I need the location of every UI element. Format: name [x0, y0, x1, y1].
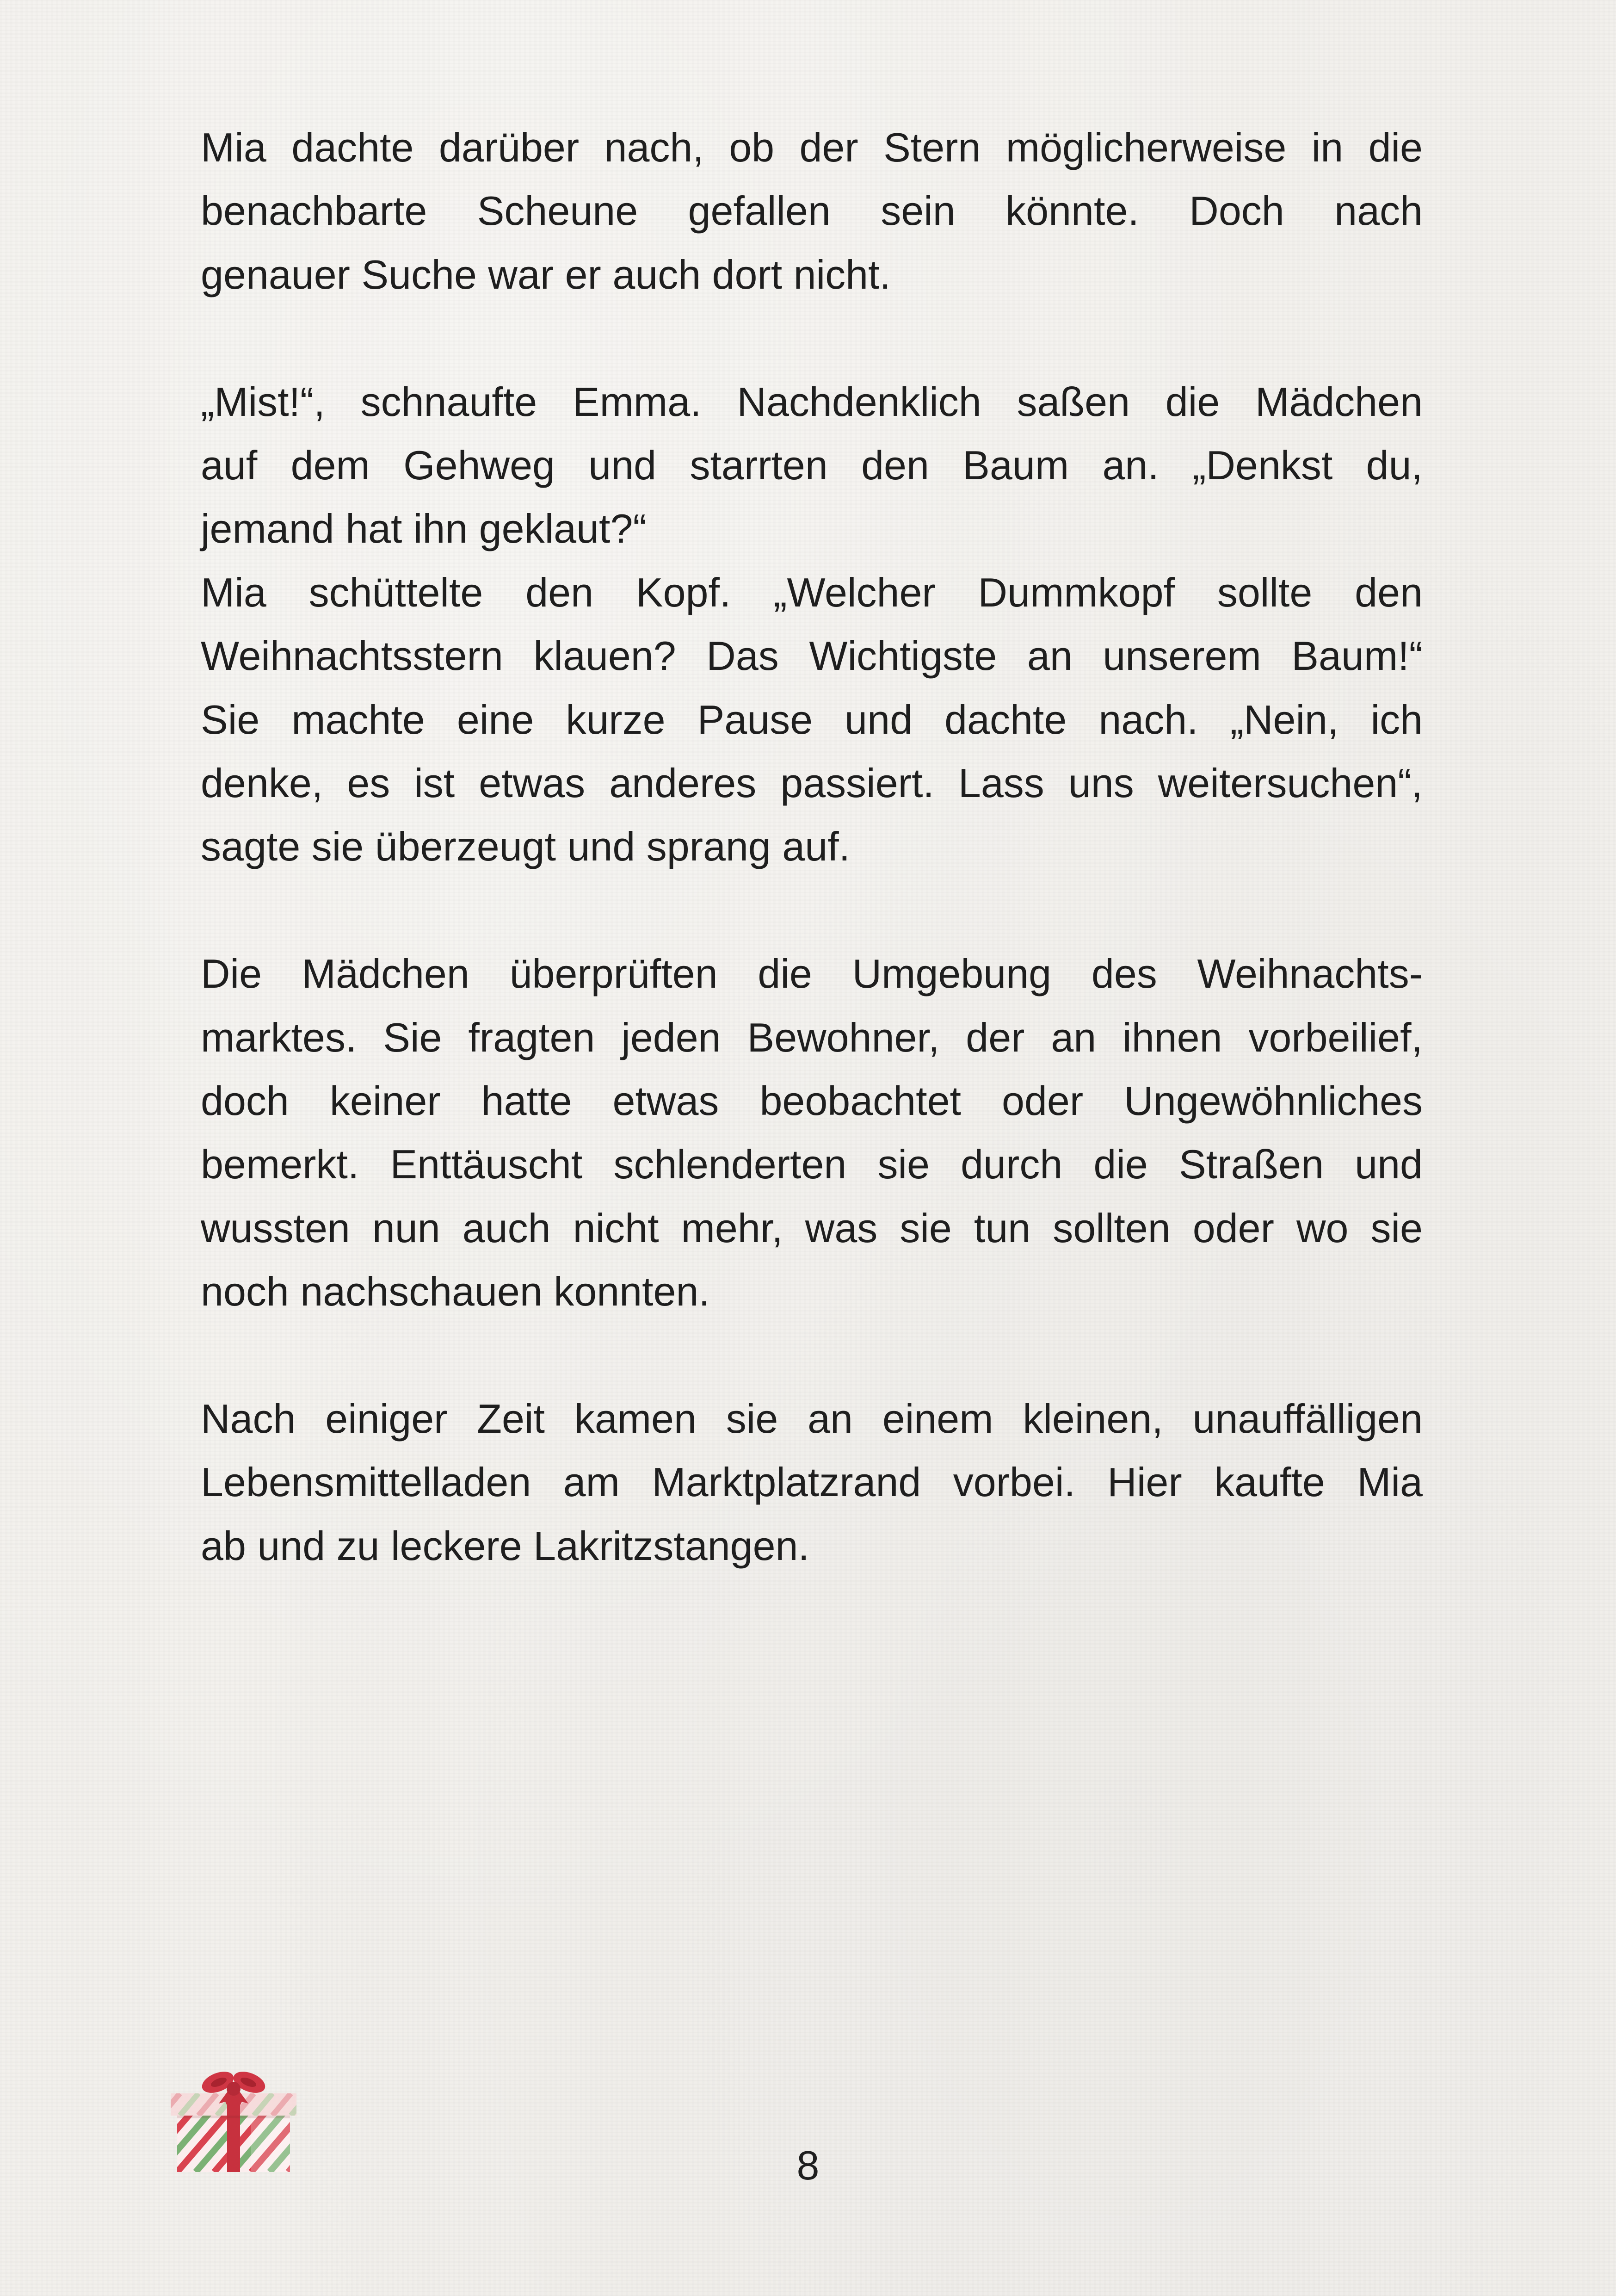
text-line: doch keiner hatte etwas beobachtet oder Ungewöhnliches — [201, 1078, 1423, 1124]
text-line: marktes. Sie fragten jeden Bewohner, der an ihnen vorbeilief, — [201, 1014, 1423, 1060]
text-line: jemand hat ihn geklaut?“ — [201, 506, 647, 552]
text-line: Nach einiger Zeit kamen sie an einem kleinen, unauffälligen — [201, 1396, 1423, 1442]
text-line: Die Mädchen überprüften die Umgebung des Weihnachts- — [201, 951, 1423, 997]
gift-lid — [164, 2093, 303, 2116]
text-line: auf dem Gehweg und starrten den Baum an. „Denkst du, — [201, 442, 1423, 489]
story-text — [201, 116, 1423, 1641]
page-number: 8 — [796, 2142, 820, 2188]
text-line: ab und zu leckere Lakritzstangen. — [201, 1522, 809, 1569]
text-line: bemerkt. Enttäuscht schlenderten sie durch die Straßen und — [201, 1141, 1423, 1188]
text-line: Sie machte eine kurze Pause und dachte nach. „Nein, ich — [201, 696, 1423, 743]
text-line: Mia dachte darüber nach, ob der Stern möglicherweise in die — [201, 124, 1423, 170]
story-paragraph — [201, 1387, 1423, 1578]
text-line: „Mist!“, schnaufte Emma. Nachdenklich saßen die Mädchen — [201, 378, 1423, 425]
text-line: denke, es ist etwas anderes passiert. Lass uns weitersuchen“, — [201, 760, 1423, 806]
text-line: benachbarte Scheune gefallen sein könnte. Doch nach — [201, 188, 1423, 234]
text-line: genauer Suche war er auch dort nicht. — [201, 251, 891, 297]
text-line: noch nachschauen konnten. — [201, 1269, 710, 1315]
story-paragraph — [201, 942, 1423, 1323]
text-line: Weihnachtsstern klauen? Das Wichtigste an unserem Baum!“ — [201, 633, 1423, 679]
text-line: sagte sie überzeugt und sprang auf. — [201, 823, 851, 870]
text-line: wussten nun auch nicht mehr, was sie tun sollten oder wo sie — [201, 1205, 1423, 1251]
text-line: Mia schüttelte den Kopf. „Welcher Dummkopf sollte den — [201, 569, 1423, 615]
story-paragraph — [201, 370, 1423, 879]
story-paragraph — [201, 116, 1423, 306]
text-line: Lebensmittelladen am Marktplatzrand vorbei. Hier kaufte Mia — [201, 1459, 1423, 1505]
